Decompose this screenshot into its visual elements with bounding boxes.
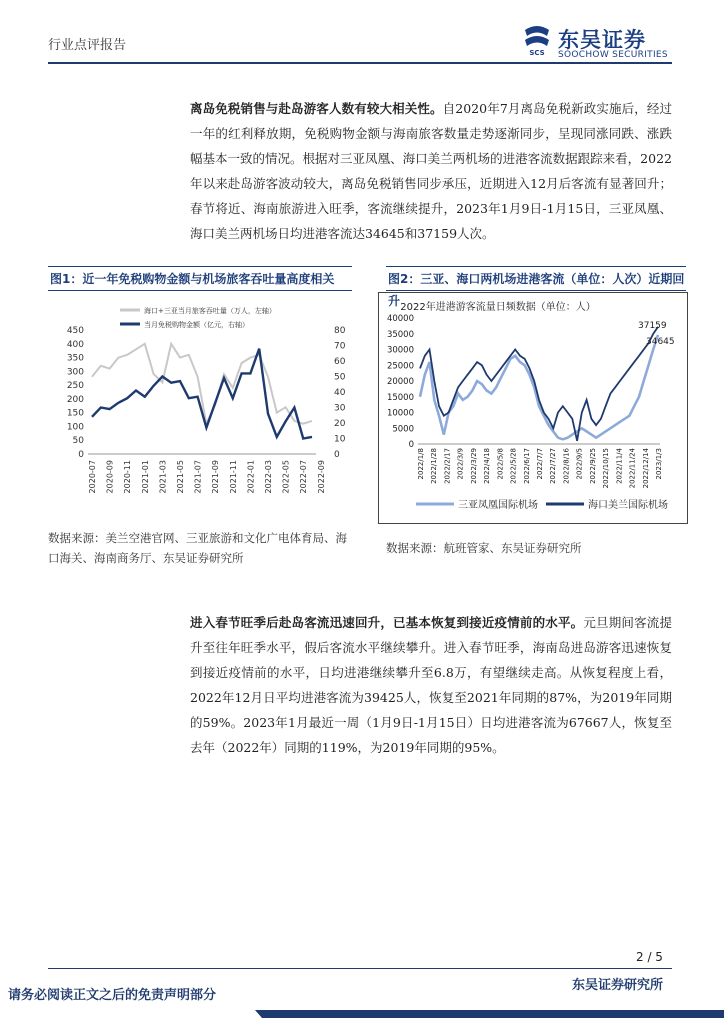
fig2-ytick: 40000 <box>386 314 414 324</box>
fig1-ytick-right: 30 <box>334 403 346 414</box>
fig2-ytick: 25000 <box>386 361 414 372</box>
fig1-ytick-right: 80 <box>334 326 346 336</box>
fig1-xtick: 2022-09 <box>316 460 326 494</box>
fig2-xtick: 2022/10/15 <box>602 448 611 489</box>
footer-divider <box>48 968 672 969</box>
fig1-xtick: 2020-11 <box>123 460 133 494</box>
fig2-legend-label-2: 海口美兰国际机场 <box>588 500 668 511</box>
fig2-ytick: 10000 <box>386 408 414 419</box>
fig1-xtick: 2022-01 <box>246 460 256 494</box>
fig1-source: 数据来源：美兰空港官网、三亚旅游和文化广电体育局、海口海关、海南商务厅、东吴证券研究所 <box>48 531 347 565</box>
fig1-xtick: 2021-09 <box>211 460 221 494</box>
fig2-source: 数据来源：航班管家、东吴证券研究所 <box>386 541 582 555</box>
paragraph-1-body: 自2020年7月离岛免税新政实施后，经过一年的红利释放期，免税购物金额与海南旅客数量走势逐渐同步，呈现同涨同跌、涨跌幅基本一致的情况。根据对三亚凤凰、海口美兰两机场的进港客流数据跟踪来看，2022年以来赴岛游客波动较大，离岛免税销售同步承压，近期进入12月后客流有显著回升；春节将近、海南旅游进入旺季，客流继续提升，2023年1月9日-1月15日，三亚凤凰、海口美兰两机场日均进港客流达34645和37159人次。 <box>190 101 672 241</box>
fig2-xtick: 2022/1/8 <box>417 448 425 480</box>
header-divider <box>48 62 672 64</box>
page-number: 2 / 5 <box>636 950 663 964</box>
fig2-xtick: 2022/3/9 <box>456 448 465 480</box>
fig1-xtick: 2021-05 <box>176 460 185 494</box>
fig1-ytick-left: 0 <box>78 450 84 460</box>
logo-mark-text: SCS <box>529 49 545 56</box>
fig2-legend <box>416 498 668 511</box>
fig2-xtick: 2022/2/17 <box>443 448 452 484</box>
fig2-xtick: 2022/5/28 <box>509 448 518 484</box>
fig1-xtick: 2020-09 <box>105 460 115 494</box>
fig2-xtick: 2022/11/4 <box>615 448 624 484</box>
fig2-title-rule <box>386 290 686 291</box>
fig2-xtick: 2022/7/7 <box>536 448 544 480</box>
fig1-ytick-left: 100 <box>66 422 84 433</box>
fig2-xtick: 2022/5/8 <box>496 448 505 480</box>
fig2-ytick: 0 <box>408 440 414 450</box>
fig2-series-line-1 <box>420 335 658 439</box>
fig1-title: 图1：近一年免税购物金额与机场旅客吞吐量高度相关 <box>50 272 335 286</box>
fig1-legend <box>120 306 276 330</box>
fig2-top-rule <box>386 266 686 267</box>
fig1-ytick-right: 0 <box>334 450 340 460</box>
fig1-series-line-2 <box>92 349 312 439</box>
fig1-ytick-left: 350 <box>66 353 84 364</box>
fig1-xtick: 2021-07 <box>193 460 203 494</box>
fig2-title: 图2：三亚、海口两机场进港客流（单位：人次）近期回升 <box>388 272 685 308</box>
fig1-ytick-right: 20 <box>334 419 346 429</box>
company-logo <box>522 24 682 60</box>
fig2-xtick: 2022/11/24 <box>628 448 637 489</box>
fig2-legend-label-1: 三亚凤凰国际机场 <box>458 500 538 511</box>
fig1-title-rule <box>48 290 352 291</box>
footer-org: 东吴证券研究所 <box>572 978 664 993</box>
logo-mark-icon <box>522 24 552 56</box>
fig2-chart <box>378 292 688 524</box>
fig2-xtick: 2023/1/3 <box>655 448 663 480</box>
fig1-xtick: 2022-07 <box>299 460 309 494</box>
fig1-top-rule <box>48 266 352 267</box>
fig2-ytick: 15000 <box>386 392 414 403</box>
fig2-ytick: 20000 <box>386 377 414 387</box>
fig1-ytick-right: 50 <box>334 372 346 383</box>
fig2-xtick: 2022/9/5 <box>575 448 584 480</box>
fig2-xtick: 2022/6/17 <box>522 448 531 484</box>
report-type-label: 行业点评报告 <box>48 38 127 53</box>
fig1-ytick-right: 40 <box>334 388 346 398</box>
fig1-legend-label-2: 当月免税购物金额（亿元，右轴） <box>144 321 249 329</box>
fig2-xtick: 2022/4/18 <box>483 448 492 484</box>
fig1-chart <box>48 296 352 522</box>
fig1-legend-label-1: 海口+三亚当月旅客吞吐量（万人，左轴） <box>144 307 276 315</box>
paragraph-2-body: 元旦期间客流提升至往年旺季水平，假后客流水平继续攀升。进入春节旺季，海南岛进岛游客迅速恢复到接近疫情前的水平，日均进港继续攀升至6.8万，有望继续走高。从恢复程度上看，2022年12月日平均进港客流为39425人，恢复至2021年同期的87%，为2019年同期的59%。2023年1月最近一周（1月9日-1月15日）日均进港客流为67667人，恢复至去年（2022年）同期的119%，为2019年同期的95%。 <box>190 615 672 755</box>
paragraph-1 <box>190 96 672 246</box>
fig1-ytick-left: 200 <box>66 394 84 405</box>
fig1-ytick-left: 150 <box>66 408 84 419</box>
paragraph-2-lead: 进入春节旺季后赴岛客流迅速回升，已基本恢复到接近疫情前的水平。 <box>190 615 584 630</box>
fig1-ytick-left: 50 <box>72 436 84 447</box>
fig1-xtick: 2021-11 <box>228 460 238 494</box>
fig1-ytick-left: 250 <box>66 381 84 392</box>
fig1-ytick-left: 450 <box>66 326 84 336</box>
fig1-xtick: 2020-07 <box>88 460 97 494</box>
fig2-ytick: 35000 <box>386 329 414 340</box>
fig2-end-label-haikou: 37159 <box>638 321 667 331</box>
fig2-xtick: 2022/8/16 <box>562 448 571 484</box>
fig1-ytick-right: 60 <box>334 357 346 367</box>
fig1-ytick-left: 400 <box>66 339 84 350</box>
fig2-end-label-sanya: 34645 <box>646 337 675 347</box>
fig2-xtick: 2022/12/14 <box>641 448 650 489</box>
fig1-xtick: 2022-03 <box>264 460 273 494</box>
fig2-xtick: 2022/1/28 <box>430 448 439 484</box>
fig2-ytick: 30000 <box>386 345 414 356</box>
fig1-ytick-right: 10 <box>334 434 346 445</box>
fig2-xtick: 2022/3/29 <box>469 448 478 484</box>
logo-cn-text: 东吴证券 <box>558 28 646 52</box>
paragraph-1-lead: 离岛免税销售与赴岛游客人数有较大相关性。 <box>190 101 443 116</box>
fig2-ytick: 5000 <box>392 424 414 435</box>
fig1-ytick-right: 70 <box>334 341 346 352</box>
fig1-xtick: 2022-05 <box>281 460 291 494</box>
fig2-chart-title: 2022年进港游客流量日频数据（单位：人） <box>400 302 596 313</box>
fig2-xtick: 2022/9/25 <box>588 448 597 484</box>
fig1-ytick-left: 300 <box>66 367 84 378</box>
fig1-xtick: 2021-01 <box>140 460 150 494</box>
fig2-xtick: 2022/7/27 <box>549 448 558 484</box>
footer-disclaimer: 请务必阅读正文之后的免责声明部分 <box>8 988 217 1003</box>
paragraph-2 <box>190 610 672 760</box>
fig2-series-line-2 <box>420 327 658 441</box>
fig1-xtick: 2021-03 <box>158 460 168 494</box>
logo-en-text: SOOCHOW SECURITIES <box>558 50 668 60</box>
